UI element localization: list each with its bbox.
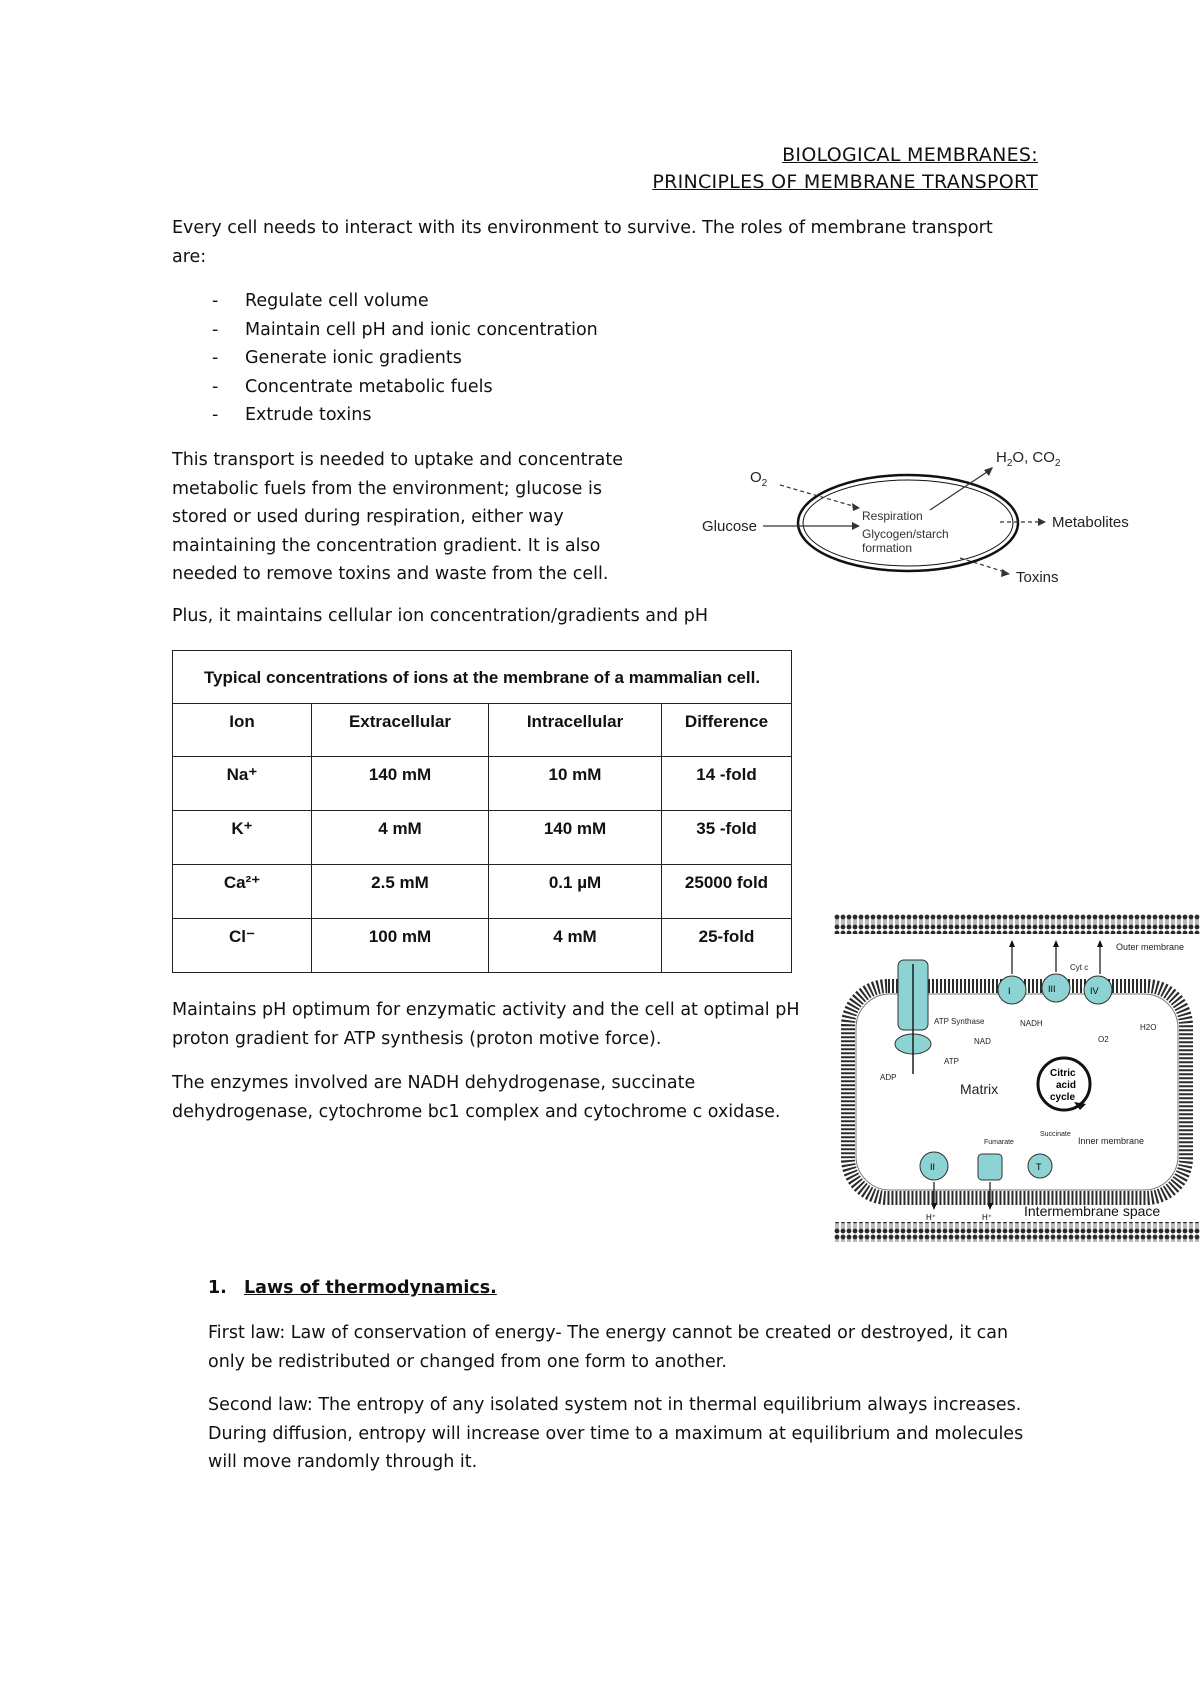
section-title: Laws of thermodynamics. xyxy=(244,1278,497,1298)
cell-intracellular: 0.1 µM xyxy=(489,865,662,919)
cell-extracellular: 2.5 mM xyxy=(312,865,489,919)
nad-label: NAD xyxy=(974,1037,991,1046)
svg-text:Citric: Citric xyxy=(1050,1068,1076,1079)
glycogen-label-1: Glycogen/starch xyxy=(862,527,949,541)
cell-ion: Na⁺ xyxy=(173,757,312,811)
succinate-label: Succinate xyxy=(1040,1131,1071,1138)
title-line-1: BIOLOGICAL MEMBRANES: xyxy=(782,144,1038,166)
matrix-label: Matrix xyxy=(960,1081,999,1097)
cell-ion: Cl⁻ xyxy=(173,919,312,973)
title-line-2: PRINCIPLES OF MEMBRANE TRANSPORT xyxy=(652,171,1038,193)
inner-membrane-label: Inner membrane xyxy=(1078,1136,1145,1146)
complex-i xyxy=(998,976,1026,1004)
cell-difference: 25-fold xyxy=(662,919,792,973)
complex-iii xyxy=(1042,974,1070,1002)
svg-text:cycle: cycle xyxy=(1050,1092,1076,1103)
o2-mito-label: O2 xyxy=(1098,1035,1109,1044)
header-intracellular: Intracellular xyxy=(489,704,662,757)
ph-paragraph: Maintains pH optimum for enzymatic activity and the cell at optimal pH proton gradient for ATP synthesis (proton motive force). xyxy=(172,1000,800,1049)
plus-paragraph: Plus, it maintains cellular ion concentration/gradients and pH xyxy=(172,606,708,626)
table-row xyxy=(173,865,792,919)
svg-text:acid: acid xyxy=(1056,1080,1077,1091)
cell-extracellular: 140 mM xyxy=(312,757,489,811)
proton-label-right: H⁺ xyxy=(982,1213,992,1222)
cell-transport-diagram xyxy=(690,440,1150,600)
cell-outline xyxy=(798,475,1018,571)
header-extracellular: Extracellular xyxy=(312,704,489,757)
mitochondrion-diagram xyxy=(834,914,1200,1244)
header-ion: Ion xyxy=(173,704,312,757)
proton-label-left: H⁺ xyxy=(926,1213,936,1222)
second-law-paragraph: Second law: The entropy of any isolated system not in thermal equilibrium always increases. During diffusion, entropy will increase over time to a maximum at equilibrium and molecules will move randomly through it. xyxy=(208,1395,1024,1472)
cell-extracellular: 4 mM xyxy=(312,811,489,865)
cell-difference: 14 -fold xyxy=(662,757,792,811)
intro-paragraph: Every cell needs to interact with its environment to survive. The roles of membrane transport are: xyxy=(172,218,993,267)
respiration-label: Respiration xyxy=(862,509,923,523)
atp-label: ATP xyxy=(944,1057,959,1066)
svg-text:T: T xyxy=(1036,1162,1042,1172)
outer-membrane-bottom xyxy=(834,1222,1200,1242)
table-row xyxy=(173,919,792,973)
cell-intracellular: 10 mM xyxy=(489,757,662,811)
h2o-co2-label: $H_2O$, $CO_2$ xyxy=(996,449,1061,469)
cell-difference: 25000 fold xyxy=(662,865,792,919)
header-difference: Difference xyxy=(662,704,792,757)
outer-membrane-label: Outer membrane xyxy=(1116,942,1185,952)
table-caption: Typical concentrations of ions at the membrane of a mammalian cell. xyxy=(173,651,792,704)
svg-text:II: II xyxy=(930,1162,936,1172)
document-page: BIOLOGICAL MEMBRANES: PRINCIPLES OF MEMBRANE TRANSPORT Every cell needs to interact with its environment to survive. The roles of membrane transport are: - Regulate cell volume - Maintain cell pH and ionic concentration - Generate ionic gradients - Concentrate metabolic fuels - Extrude toxins This transport is needed to uptake and concentrate metabolic fuels from the environment; glucose is stored or used during respiration, either way maintaining the concentration gradient. It is also needed to remove toxins and waste from the cell. $O_2$ Glucose Respiration Glycogen/starch formation $H_2O$, $CO_2$ Metabolites Toxins Plus, it maintains cellular ion concentration/gradients and pH Typical concentrations of ions at the membrane of a mammalian cell. Ion Extracellular Intracellular Difference Na⁺ 140 mM 10 mM 14 -fold K⁺ 4 mM 140 mM 35 -fold Ca²⁺ 2.5 mM 0.1 µM 25000 fold Cl⁻ 100 mM 4 mM 25-fold Maintains pH optimum for enzymatic activity and the cell at optimal pH proton gradient for ATP synthesis (proton motive force). The enzymes involved are NADH dehydrogenase, succinate dehydrogenase, cytochrome bc1 complex and cytochrome c oxidase. Outer membrane ATP Synthase ADP ATP I III IV Cyt c NADH NAD H2O O2 Matrix Citric acid cycle Fumarate Succinate II T Inner membrane H⁺ H⁺ Intermembrane space 1. Laws of thermodynamics. First law: Law of conservation of energy- The energy cannot be created or destroyed, it can only be redistributed or changed from one form to another. Second law: The entropy of any isolated system not in thermal equilibrium always increases. During diffusion, entropy will increase over time to a maximum at equilibrium and molecules will move randomly through it. xyxy=(0,0,1200,1698)
first-law-paragraph: First law: Law of conservation of energy- The energy cannot be created or destroyed, it can only be redistributed or changed from one form to another. xyxy=(208,1323,1009,1372)
cell-intracellular: 140 mM xyxy=(489,811,662,865)
glucose-label: Glucose xyxy=(702,518,758,535)
ion-concentration-table xyxy=(172,650,792,973)
intermembrane-space-label: Intermembrane space xyxy=(1024,1203,1161,1219)
enzymes-paragraph: The enzymes involved are NADH dehydrogenase, succinate dehydrogenase, cytochrome bc1 complex and cytochrome c oxidase. xyxy=(172,1073,781,1122)
toxins-label: Toxins xyxy=(1016,569,1059,586)
o2-label: $O_2$ xyxy=(750,469,768,489)
adp-label: ADP xyxy=(880,1073,897,1082)
section-heading xyxy=(208,1278,497,1298)
svg-text:I: I xyxy=(1008,986,1011,996)
metabolites-label: Metabolites xyxy=(1052,514,1129,531)
table-row xyxy=(173,811,792,865)
cyt-c-label: Cyt c xyxy=(1070,963,1089,972)
transport-paragraph: This transport is needed to uptake and concentrate metabolic fuels from the environment; glucose is stored or used during respiration, either way maintaining the concentration gradient. It is also needed to remove toxins and waste from the cell. xyxy=(172,450,624,584)
nadh-label: NADH xyxy=(1020,1019,1043,1028)
section-number: 1. xyxy=(208,1278,227,1298)
cell-intracellular: 4 mM xyxy=(489,919,662,973)
cell-difference: 35 -fold xyxy=(662,811,792,865)
h2o-label: H2O xyxy=(1140,1023,1157,1032)
atp-synthase-label: ATP Synthase xyxy=(934,1017,985,1026)
fumarate-label: Fumarate xyxy=(984,1139,1014,1146)
svg-text:III: III xyxy=(1048,984,1056,994)
outer-membrane-top xyxy=(834,914,1200,934)
table-row xyxy=(173,757,792,811)
glycogen-label-2: formation xyxy=(862,541,913,555)
cell-ion: Ca²⁺ xyxy=(173,865,312,919)
svg-text:IV: IV xyxy=(1090,986,1099,996)
cell-extracellular: 100 mM xyxy=(312,919,489,973)
cell-ion: K⁺ xyxy=(173,811,312,865)
